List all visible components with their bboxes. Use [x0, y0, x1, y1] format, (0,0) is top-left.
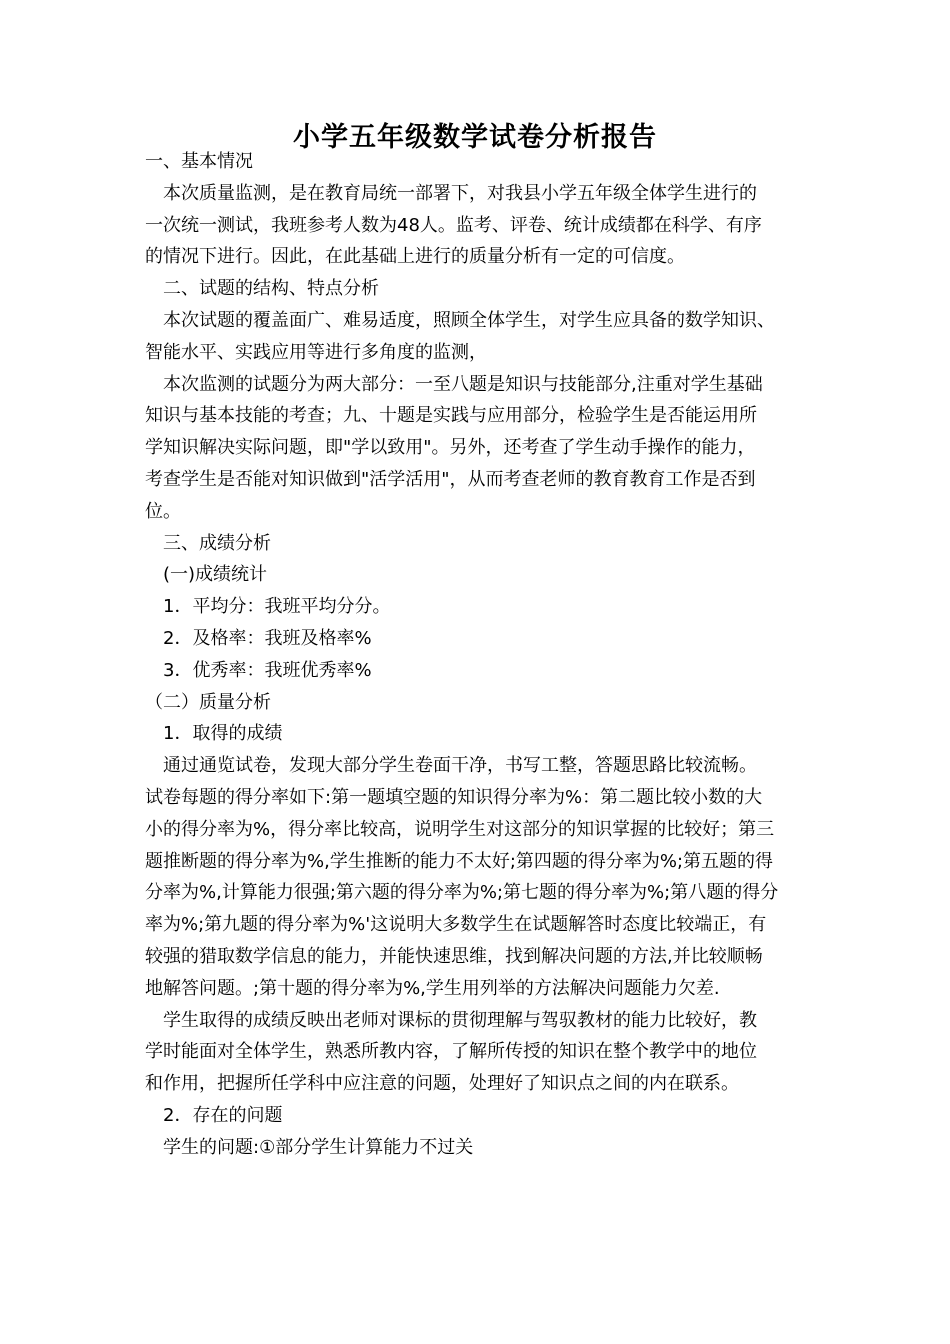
text-line: 分率为%,计算能力很强;第六题的得分率为%;第七题的得分率为%;第八题的得分: [145, 882, 779, 904]
text-line: 学时能面对全体学生，熟悉所教内容，了解所传授的知识在整个教学中的地位: [145, 1041, 757, 1063]
text-line: 本次试题的覆盖面广、难易适度，照顾全体学生，对学生应具备的数学知识、: [163, 309, 775, 331]
text-line: 地解答问题。;第十题的得分率为%,学生用列举的方法解决问题能力欠差.: [145, 977, 720, 999]
text-line: 3．优秀率：我班优秀率%: [163, 659, 372, 681]
text-line: （二）质量分析: [145, 691, 271, 713]
text-line: 2．存在的问题: [163, 1104, 283, 1126]
text-line: 题推断题的得分率为%,学生推断的能力不太好;第四题的得分率为%;第五题的得: [145, 850, 774, 872]
text-line: 二、试题的结构、特点分析: [163, 278, 379, 300]
text-line: 学生的问题:①部分学生计算能力不过关: [163, 1136, 474, 1158]
text-line: (一)成绩统计: [163, 564, 268, 586]
text-line: 位。: [145, 500, 181, 522]
text-line: 率为%;第九题的得分率为%'这说明大多数学生在试题解答时态度比较端正，有: [145, 914, 767, 936]
text-line: 知识与基本技能的考查；九、十题是实践与应用部分，检验学生是否能运用所: [145, 405, 757, 427]
text-line: 学知识解决实际问题，即"学以致用"。另外，还考查了学生动手操作的能力，: [145, 437, 756, 459]
text-line: 和作用，把握所任学科中应注意的问题，处理好了知识点之间的内在联系。: [145, 1073, 739, 1095]
text-line: 考查学生是否能对知识做到"活学活用"，从而考查老师的教育教育工作是否到: [145, 468, 756, 490]
document-title: 小学五年级数学试卷分析报告: [293, 122, 657, 153]
text-line: 的情况下进行。因此，在此基础上进行的质量分析有一定的可信度。: [145, 246, 685, 268]
text-line: 试卷每题的得分率如下:第一题填空题的知识得分率为%：第二题比较小数的大: [145, 786, 763, 808]
text-line: 1．平均分：我班平均分分。: [163, 596, 391, 618]
text-line: 通过通览试卷，发现大部分学生卷面干净，书写工整，答题思路比较流畅。: [163, 755, 757, 777]
text-line: 三、成绩分析: [163, 532, 271, 554]
text-line: 本次监测的试题分为两大部分：一至八题是知识与技能部分,注重对学生基础: [163, 373, 763, 395]
text-line: 智能水平、实践应用等进行多角度的监测，: [145, 341, 487, 363]
text-line: 2．及格率：我班及格率%: [163, 627, 372, 649]
text-line: 一、基本情况: [145, 151, 253, 172]
text-line: 学生取得的成绩反映出老师对课标的贯彻理解与驾驭教材的能力比较好，教: [163, 1009, 757, 1031]
text-line: 1．取得的成绩: [163, 723, 283, 745]
text-line: 较强的猎取数学信息的能力，并能快速思维，找到解决问题的方法,并比较顺畅: [145, 945, 763, 967]
text-line: 本次质量监测，是在教育局统一部署下，对我县小学五年级全体学生进行的: [163, 182, 757, 204]
document-body: [145, 146, 813, 1164]
text-line: 小的得分率为%，得分率比较高，说明学生对这部分的知识掌握的比较好；第三: [145, 818, 775, 840]
text-line: 一次统一测试，我班参考人数为48人。监考、评卷、统计成绩都在科学、有序: [145, 214, 762, 236]
